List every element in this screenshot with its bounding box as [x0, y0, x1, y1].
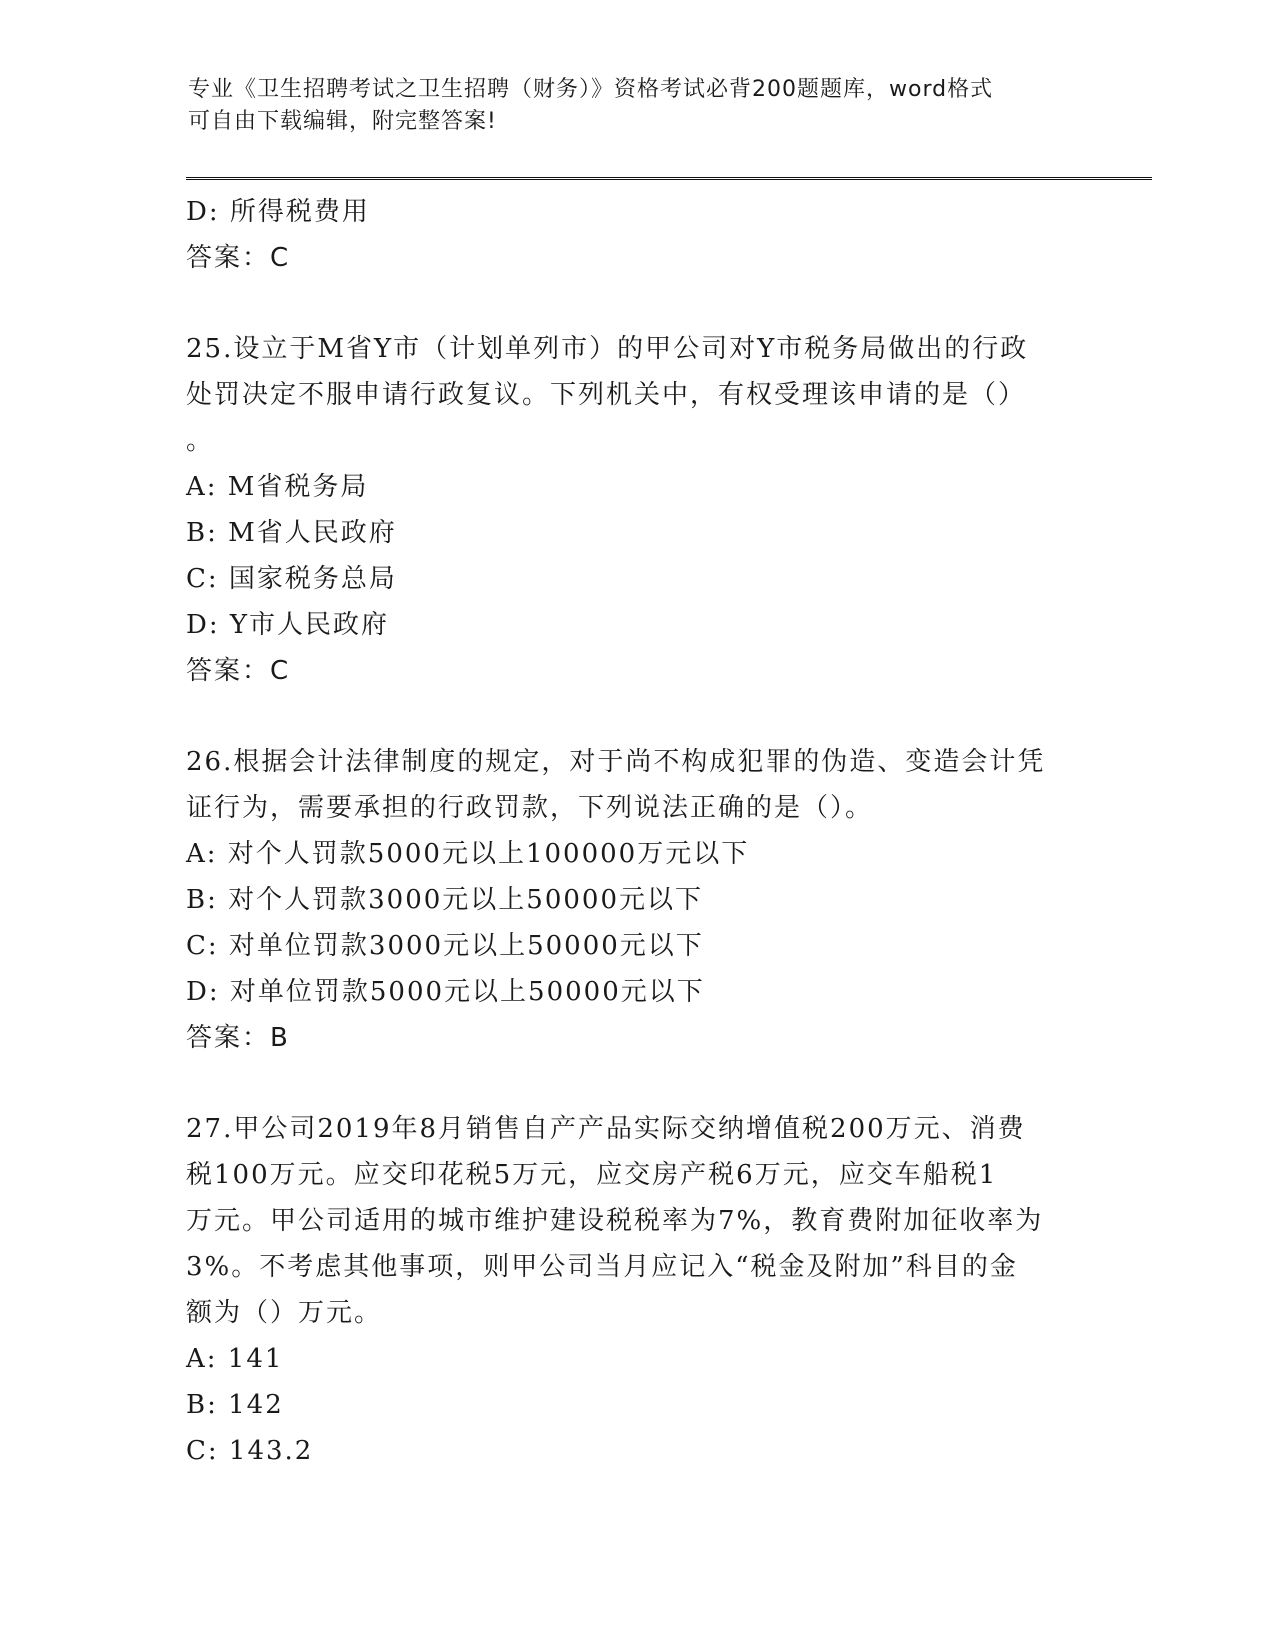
- header-title-line-2: 可自由下载编辑，附完整答案!: [188, 109, 497, 134]
- spacer: [186, 694, 1076, 739]
- header-title-line-1: 专业《卫生招聘考试之卫生招聘（财务）》资格考试必背200题题库，word格式: [188, 77, 994, 102]
- question-text-line: 额为（）万元。: [186, 1298, 383, 1328]
- header-divider: [186, 177, 1152, 180]
- option-b: B: 142: [186, 1390, 284, 1420]
- question-text-line: 证行为，需要承担的行政罚款，下列说法正确的是（）。: [186, 793, 874, 823]
- question-26: [186, 739, 1076, 1061]
- option-d: D: 对单位罚款5000元以上50000元以下: [186, 977, 705, 1007]
- question-text-line: 处罚决定不服申请行政复议。下列机关中，有权受理该申请的是（）: [186, 380, 1027, 410]
- option-c: C: 143.2: [186, 1436, 314, 1466]
- question-text-line: 25.设立于M省Y市（计划单列市）的甲公司对Y市税务局做出的行政: [186, 334, 1029, 364]
- previous-question: [186, 189, 1076, 281]
- option-d: D: 所得税费用: [186, 197, 370, 227]
- question-text-line: 。: [186, 426, 215, 456]
- option-c: C: 国家税务总局: [186, 564, 397, 594]
- option-a: A: M省税务局: [186, 472, 369, 502]
- question-text-line: 税100万元。应交印花税5万元，应交房产税6万元，应交车船税1: [186, 1160, 998, 1190]
- question-text-line: 3%。不考虑其他事项，则甲公司当月应记入“税金及附加”科目的金: [186, 1252, 1018, 1282]
- answer-line: 答案：C: [186, 656, 291, 686]
- question-text-line: 27.甲公司2019年8月销售自产产品实际交纳增值税200万元、消费: [186, 1114, 1026, 1144]
- option-a: A: 141: [186, 1344, 284, 1374]
- question-text-line: 万元。甲公司适用的城市维护建设税税率为7%，教育费附加征收率为: [186, 1206, 1044, 1236]
- spacer: [186, 281, 1076, 326]
- option-a: A: 对个人罚款5000元以上100000万元以下: [186, 839, 750, 869]
- spacer: [186, 1061, 1076, 1106]
- answer-line: 答案：B: [186, 1023, 290, 1053]
- document-body: [186, 189, 1076, 1474]
- option-b: B: 对个人罚款3000元以上50000元以下: [186, 885, 704, 915]
- page-header: [188, 74, 1068, 138]
- question-text-line: 26.根据会计法律制度的规定，对于尚不构成犯罪的伪造、变造会计凭: [186, 747, 1046, 777]
- option-d: D: Y市人民政府: [186, 610, 390, 640]
- option-c: C: 对单位罚款3000元以上50000元以下: [186, 931, 704, 961]
- option-b: B: M省人民政府: [186, 518, 397, 548]
- question-27: [186, 1106, 1076, 1474]
- answer-line: 答案：C: [186, 243, 291, 273]
- question-25: [186, 326, 1076, 694]
